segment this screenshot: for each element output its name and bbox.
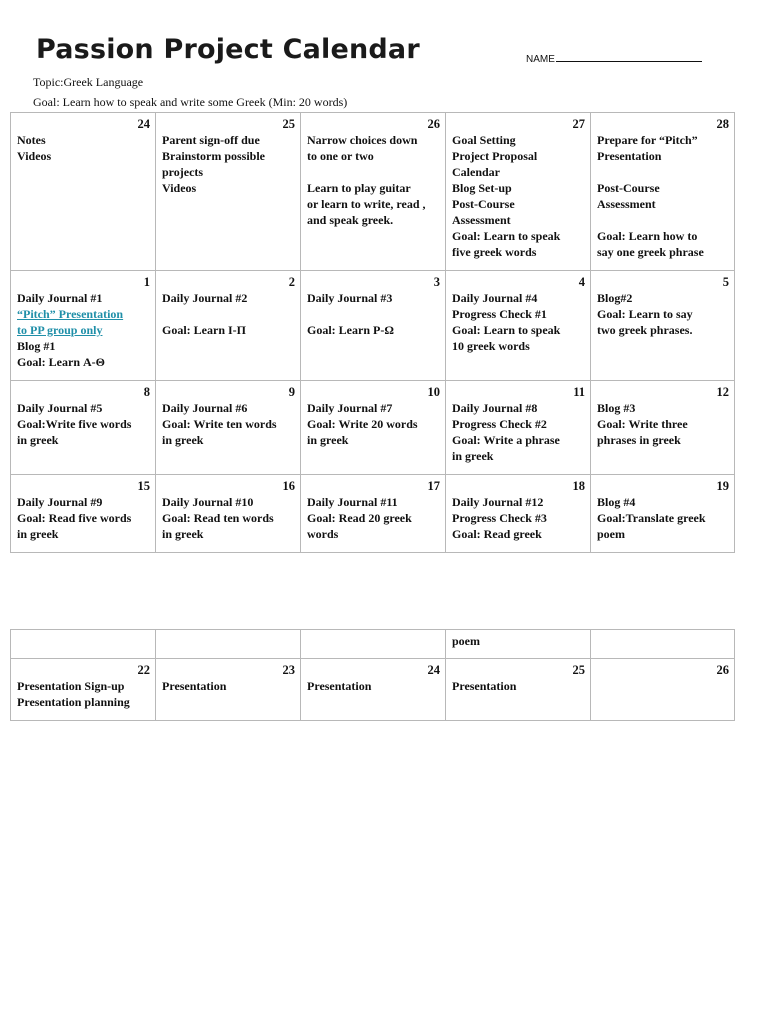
day-entry: five greek words bbox=[452, 245, 537, 259]
name-blank-line bbox=[556, 52, 702, 62]
day-number: 4 bbox=[578, 275, 585, 289]
day-entry: Blog#2 bbox=[597, 291, 633, 305]
day-entry: Presentation bbox=[162, 679, 227, 693]
day-number: 26 bbox=[427, 117, 440, 131]
day-entry: Assessment bbox=[452, 213, 511, 227]
day-entry: Goal: Learn Α-Θ bbox=[17, 355, 105, 369]
day-cell bbox=[301, 630, 446, 659]
day-cell bbox=[591, 630, 735, 659]
day-entry: to one or two bbox=[307, 149, 374, 163]
day-entry: Goal:Translate greek bbox=[597, 511, 706, 525]
day-entry: in greek bbox=[162, 527, 204, 541]
day-entry: Goal: Learn Ι-Π bbox=[162, 323, 246, 337]
day-number: 17 bbox=[427, 479, 440, 493]
week-row bbox=[11, 381, 735, 475]
day-cell bbox=[301, 381, 446, 475]
day-number: 19 bbox=[716, 479, 729, 493]
day-entry: Learn to play guitar bbox=[307, 181, 411, 195]
day-number: 2 bbox=[288, 275, 295, 289]
day-number: 23 bbox=[282, 663, 295, 677]
day-cell bbox=[446, 113, 591, 271]
day-cell bbox=[591, 659, 735, 721]
day-cell bbox=[301, 113, 446, 271]
day-number: 25 bbox=[282, 117, 295, 131]
week-row bbox=[11, 113, 735, 271]
day-entry: two greek phrases. bbox=[597, 323, 693, 337]
day-entry: Daily Journal #9 bbox=[17, 495, 103, 509]
day-cell bbox=[11, 630, 156, 659]
day-entry: Calendar bbox=[452, 165, 500, 179]
day-entry: Goal: Write 20 words bbox=[307, 417, 418, 431]
day-entry: Blog #3 bbox=[597, 401, 636, 415]
day-number: 22 bbox=[137, 663, 150, 677]
day-number: 9 bbox=[288, 385, 295, 399]
day-cell bbox=[591, 381, 735, 475]
day-entry: Prepare for “Pitch” bbox=[597, 133, 698, 147]
day-entry: in greek bbox=[17, 433, 59, 447]
day-number: 8 bbox=[143, 385, 150, 399]
day-number: 18 bbox=[572, 479, 585, 493]
day-cell bbox=[156, 271, 301, 381]
day-entry: Goal: Learn Ρ-Ω bbox=[307, 323, 394, 337]
topic-line: Topic:Greek Language bbox=[33, 75, 144, 89]
day-cell bbox=[446, 381, 591, 475]
day-entry: say one greek phrase bbox=[597, 245, 704, 259]
day-entry: poem bbox=[452, 634, 480, 648]
day-entry: Goal: Learn to say bbox=[597, 307, 693, 321]
blank-line bbox=[597, 164, 729, 180]
day-entry: Videos bbox=[162, 181, 197, 195]
day-cell bbox=[446, 630, 591, 659]
day-entry: Daily Journal #6 bbox=[162, 401, 248, 415]
day-number: 27 bbox=[572, 117, 585, 131]
name-field bbox=[526, 52, 702, 65]
day-entry: poem bbox=[597, 527, 625, 541]
day-entry: Goal: Read greek bbox=[452, 527, 542, 541]
day-entry: Blog #4 bbox=[597, 495, 636, 509]
day-cell bbox=[301, 475, 446, 553]
day-cell bbox=[446, 271, 591, 381]
day-entry: Daily Journal #4 bbox=[452, 291, 538, 305]
day-number: 1 bbox=[143, 275, 150, 289]
day-cell bbox=[591, 475, 735, 553]
day-number: 24 bbox=[427, 663, 440, 677]
pitch-presentation-link[interactable]: “Pitch” Presentation bbox=[17, 307, 124, 321]
day-entry: in greek bbox=[307, 433, 349, 447]
day-cell bbox=[591, 113, 735, 271]
blank-line bbox=[307, 164, 440, 180]
day-entry: Progress Check #2 bbox=[452, 417, 547, 431]
day-entry: Goal:Write five words bbox=[17, 417, 132, 431]
day-entry: Progress Check #3 bbox=[452, 511, 547, 525]
day-entry: phrases in greek bbox=[597, 433, 681, 447]
day-cell bbox=[446, 659, 591, 721]
day-entry: Post-Course bbox=[597, 181, 660, 195]
day-cell bbox=[446, 475, 591, 553]
day-entry: Assessment bbox=[597, 197, 656, 211]
pitch-presentation-link[interactable]: to PP group only bbox=[17, 323, 103, 337]
day-entry: 10 greek words bbox=[452, 339, 530, 353]
week-row bbox=[11, 271, 735, 381]
day-number: 12 bbox=[716, 385, 729, 399]
day-entry: Daily Journal #1 bbox=[17, 291, 103, 305]
day-cell bbox=[301, 271, 446, 381]
day-entry: Daily Journal #11 bbox=[307, 495, 398, 509]
day-entry: Presentation bbox=[307, 679, 372, 693]
day-number: 5 bbox=[722, 275, 729, 289]
day-number: 26 bbox=[716, 663, 729, 677]
day-number: 24 bbox=[137, 117, 150, 131]
day-entry: Goal: Read ten words bbox=[162, 511, 274, 525]
day-entry: Notes bbox=[17, 133, 46, 147]
day-entry: Daily Journal #8 bbox=[452, 401, 538, 415]
week-row bbox=[11, 659, 735, 721]
day-cell bbox=[11, 475, 156, 553]
page-title: Passion Project Calendar bbox=[36, 34, 420, 65]
day-cell bbox=[11, 113, 156, 271]
day-entry: Post-Course bbox=[452, 197, 515, 211]
day-entry: or learn to write, read , bbox=[307, 197, 426, 211]
day-cell bbox=[11, 381, 156, 475]
day-number: 15 bbox=[137, 479, 150, 493]
week-row bbox=[11, 630, 735, 659]
day-entry: Daily Journal #7 bbox=[307, 401, 393, 415]
day-entry: Goal: Write a phrase bbox=[452, 433, 560, 447]
day-cell bbox=[156, 381, 301, 475]
day-entry: Project Proposal bbox=[452, 149, 538, 163]
day-entry: Blog Set-up bbox=[452, 181, 512, 195]
day-cell bbox=[11, 659, 156, 721]
day-entry: Presentation bbox=[597, 149, 662, 163]
day-cell bbox=[156, 113, 301, 271]
name-label: NAME bbox=[526, 54, 555, 65]
day-entry: Goal: Write three bbox=[597, 417, 688, 431]
day-entry: Presentation Sign-up bbox=[17, 679, 125, 693]
day-entry: Videos bbox=[17, 149, 52, 163]
goal-line: Goal: Learn how to speak and write some Greek (Min: 20 words) bbox=[33, 95, 348, 109]
day-entry: words bbox=[307, 527, 339, 541]
day-number: 25 bbox=[572, 663, 585, 677]
day-entry: Goal: Learn to speak bbox=[452, 229, 561, 243]
day-entry: Daily Journal #3 bbox=[307, 291, 393, 305]
day-entry: Goal: Read five words bbox=[17, 511, 132, 525]
day-cell bbox=[11, 271, 156, 381]
blank-line bbox=[307, 306, 440, 322]
day-entry: Daily Journal #12 bbox=[452, 495, 544, 509]
day-entry: Goal: Read 20 greek bbox=[307, 511, 412, 525]
day-entry: projects bbox=[162, 165, 204, 179]
calendar-table bbox=[10, 112, 735, 553]
day-entry: Daily Journal #10 bbox=[162, 495, 254, 509]
blank-line bbox=[597, 212, 729, 228]
day-entry: Goal: Learn to speak bbox=[452, 323, 561, 337]
day-entry: Presentation bbox=[452, 679, 517, 693]
day-entry: Goal: Write ten words bbox=[162, 417, 277, 431]
day-entry: Progress Check #1 bbox=[452, 307, 547, 321]
day-entry: Brainstorm possible bbox=[162, 149, 266, 163]
day-entry: and speak greek. bbox=[307, 213, 394, 227]
day-number: 16 bbox=[282, 479, 295, 493]
day-entry: Presentation planning bbox=[17, 695, 130, 709]
day-number: 3 bbox=[433, 275, 440, 289]
day-entry: Blog #1 bbox=[17, 339, 56, 353]
calendar-table-continued bbox=[10, 629, 735, 721]
day-entry: Daily Journal #5 bbox=[17, 401, 103, 415]
day-entry: in greek bbox=[17, 527, 59, 541]
day-number: 11 bbox=[573, 385, 585, 399]
day-entry: in greek bbox=[162, 433, 204, 447]
day-entry: Parent sign-off due bbox=[162, 133, 260, 147]
day-cell bbox=[156, 475, 301, 553]
day-entry: Goal: Learn how to bbox=[597, 229, 698, 243]
day-cell bbox=[156, 630, 301, 659]
day-entry: Goal Setting bbox=[452, 133, 516, 147]
day-entry: in greek bbox=[452, 449, 494, 463]
day-number: 28 bbox=[716, 117, 729, 131]
day-entry: Daily Journal #2 bbox=[162, 291, 248, 305]
blank-line bbox=[162, 306, 295, 322]
day-entry: Narrow choices down bbox=[307, 133, 418, 147]
day-cell bbox=[156, 659, 301, 721]
day-cell bbox=[591, 271, 735, 381]
day-number: 10 bbox=[427, 385, 440, 399]
week-row bbox=[11, 475, 735, 553]
day-cell bbox=[301, 659, 446, 721]
